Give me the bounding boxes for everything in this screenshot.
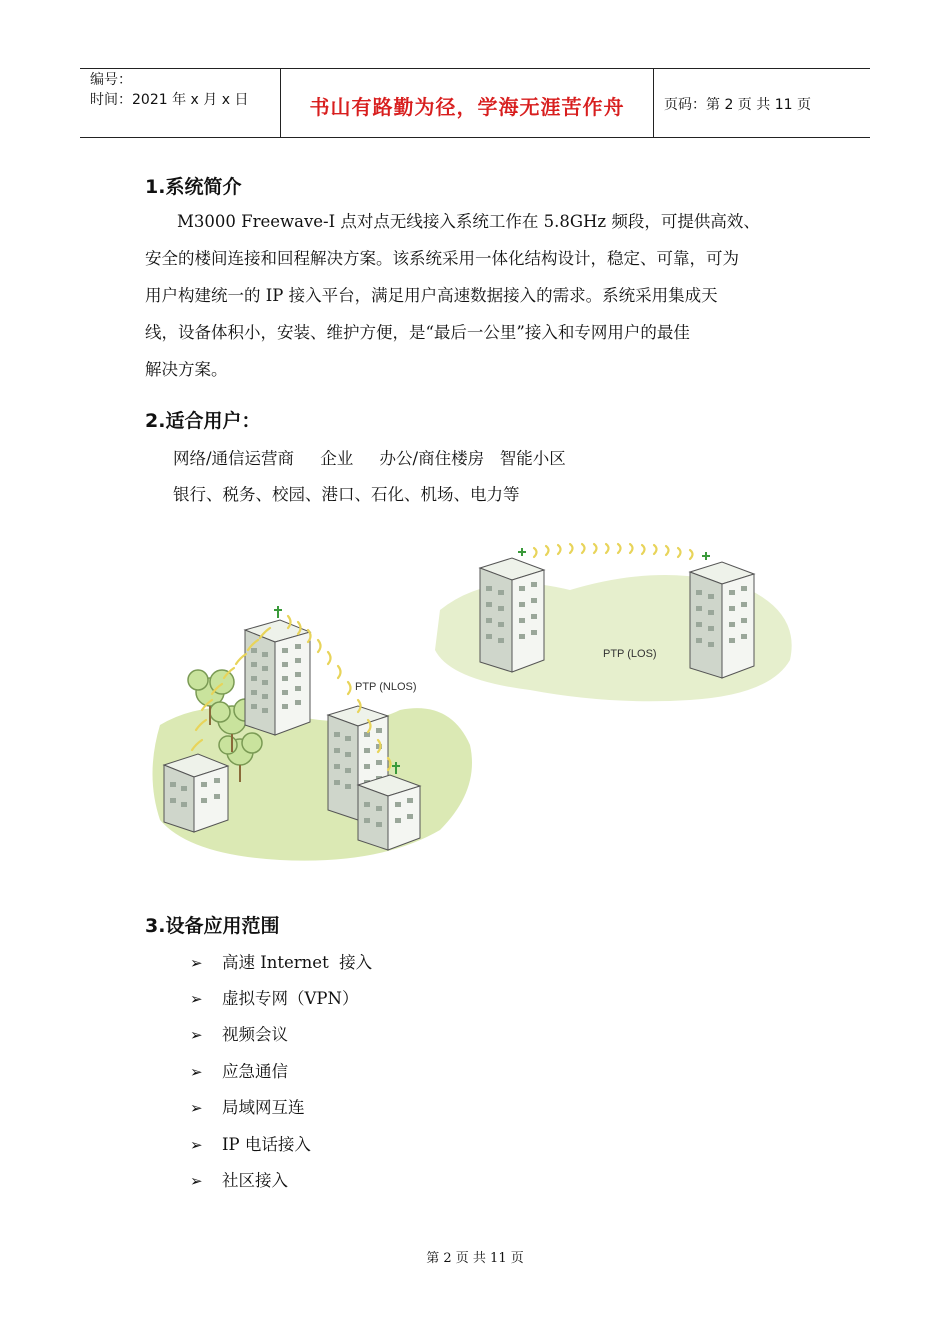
document-number-label: 编号： [90,72,132,88]
list-item: ➢ 局域网互连 [190,1098,305,1117]
header-motto: 书山有路勤为径，学海无涯苦作舟 [309,95,625,119]
paragraph-line: 线，设备体积小，安装、维护方便，是“最后一公里”接入和专网用户的最佳 [145,323,690,342]
ptp-network-diagram [150,530,810,870]
label-ptp-los: PTP (LOS) [603,648,657,660]
arrow-bullet-icon: ➢ [190,1099,203,1117]
arrow-bullet-icon: ➢ [190,1063,203,1081]
header-page-number: 页码：第 2 页 共 11 页 [664,97,811,113]
list-item: ➢ 社区接入 [190,1171,288,1190]
target-users-line-2: 银行、税务、校园、港口、石化、机场、电力等 [173,485,520,504]
header-meta-cell [80,69,281,137]
paragraph-line: 解决方案。 [145,360,228,379]
building-tall-nlos [245,620,310,735]
building-left-los [480,558,544,672]
label-ptp-nlos: PTP (NLOS) [355,681,417,693]
building-right-los [690,562,754,678]
arrow-bullet-icon: ➢ [190,1026,203,1044]
list-item: ➢ 应急通信 [190,1062,288,1081]
arrow-bullet-icon: ➢ [190,1136,203,1154]
document-time-label: 时间：2021 年 x 月 x 日 [90,92,249,108]
section-1-paragraph [145,203,810,388]
list-item: ➢ 高速 Internet 接入 [190,953,373,972]
paragraph-line: 用户构建统一的 IP 接入平台，满足用户高速数据接入的需求。系统采用集成天 [145,286,718,305]
paragraph-line: M3000 Freewave-I 点对点无线接入系统工作在 5.8GHz 频段，可提供高效、 [177,212,760,231]
building-small-left-nlos [164,754,228,832]
header-page-cell [654,69,870,137]
arrow-bullet-icon: ➢ [190,990,203,1008]
arrow-bullet-icon: ➢ [190,1172,203,1190]
wireless-signal-los [534,544,693,559]
arrow-bullet-icon: ➢ [190,954,203,972]
list-item: ➢ IP 电话接入 [190,1135,311,1154]
list-item: ➢ 虚拟专网（VPN） [190,989,359,1008]
list-item: ➢ 视频会议 [190,1025,288,1044]
header-motto-cell [281,69,654,137]
section-3-title: 3.设备应用范围 [145,915,280,937]
page-header [80,68,870,138]
section-2-title: 2.适合用户： [145,410,261,432]
paragraph-line: 安全的楼间连接和回程解决方案。该系统采用一体化结构设计，稳定、可靠，可为 [145,249,739,268]
page-footer: 第 2 页 共 11 页 [426,1251,524,1266]
building-small-right-nlos [358,775,420,850]
target-users-line-1: 网络/通信运营商 企业 办公/商住楼房 智能小区 [173,449,566,468]
section-1-title: 1.系统简介 [145,176,242,198]
